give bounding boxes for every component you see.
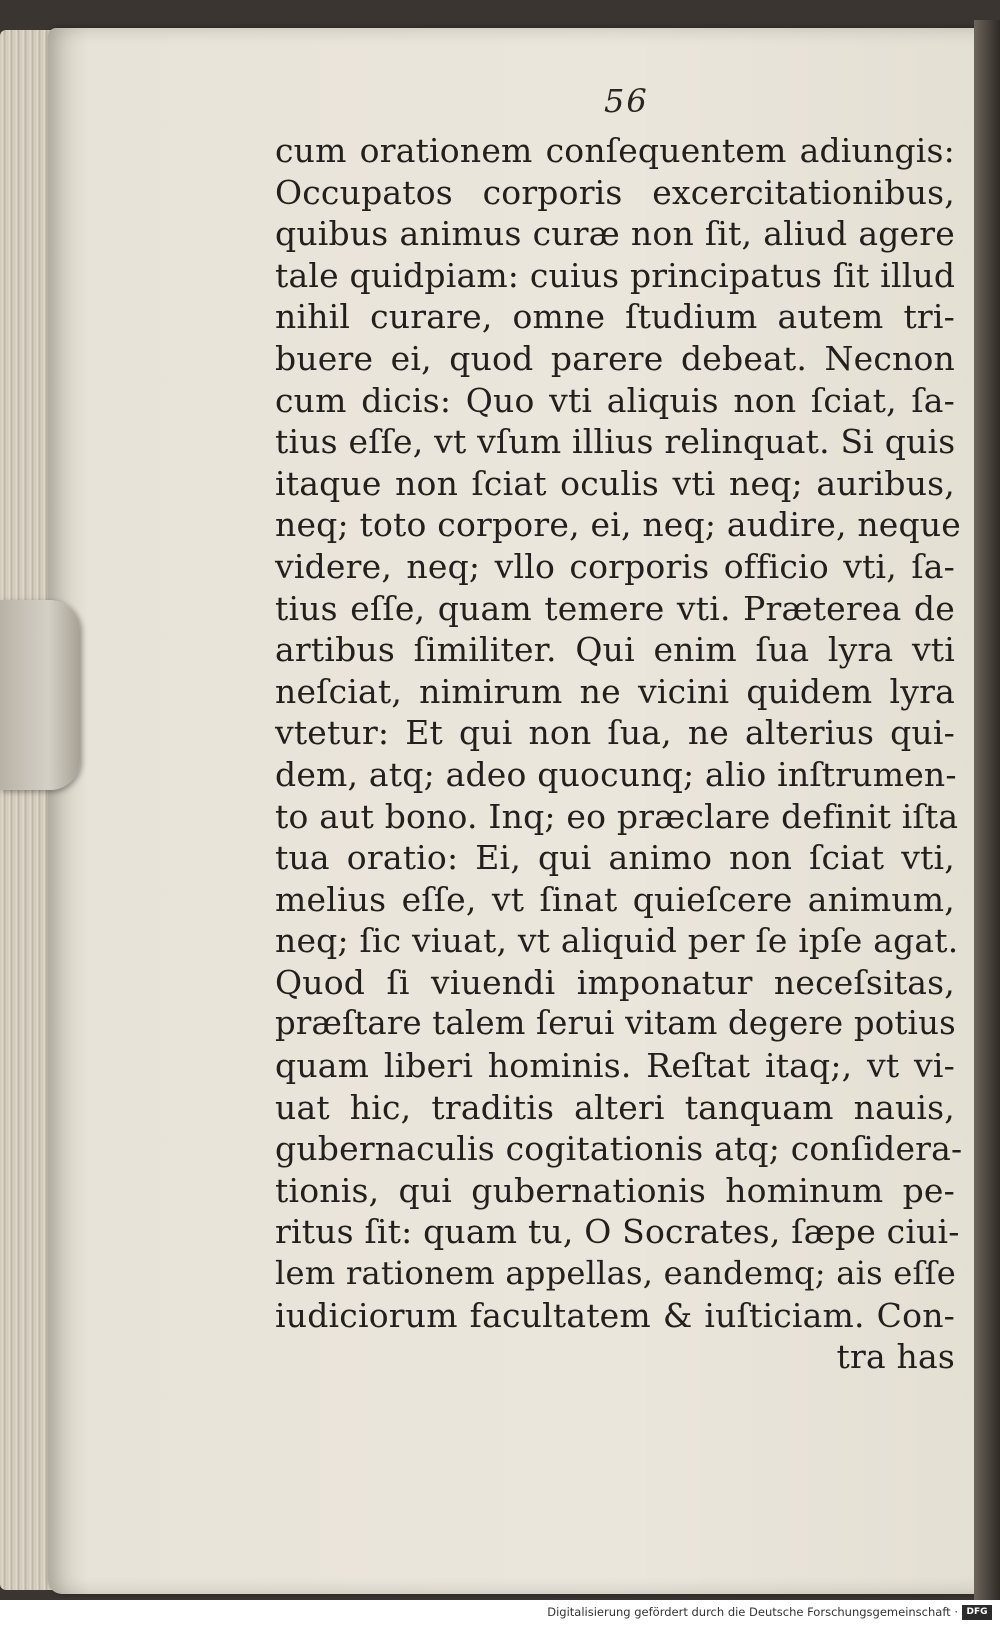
- text-line: Occupatos corporis excercitationibus,: [275, 172, 955, 212]
- text-line: vtetur: Et qui non ſua, ne alterius qui-: [275, 713, 955, 753]
- text-line: cum orationem conſequentem adiungis:: [275, 131, 955, 170]
- body-text: [275, 130, 963, 1378]
- text-line: quibus animus curæ non ſit, aliud agere: [275, 214, 955, 254]
- text-line: itaque non ſciat oculis vti neq; auribus,: [275, 463, 955, 503]
- text-line: gubernaculis cogitationis atq; conſidera-: [275, 1129, 963, 1169]
- footer-credit: Digitalisierung gefördert durch die Deutsche Forschungsgemeinschaft ·: [547, 1605, 958, 1619]
- catchword: tra has: [836, 1337, 955, 1377]
- text-line: melius eſſe, vt ſinat quieſcere animum,: [275, 879, 955, 919]
- book-edge: [974, 20, 1000, 1600]
- text-line: tua oratio: Ei, qui animo non ſciat vti,: [275, 838, 955, 878]
- text-line: lem rationem appellas, eandemq; ais eſſe: [275, 1254, 956, 1293]
- text-line: artibus ſimiliter. Qui enim ſua lyra vti: [275, 630, 955, 670]
- text-line: videre, neq; vllo corporis officio vti, ſa-: [275, 546, 955, 586]
- text-line: neq; ſic viuat, vt aliquid per ſe ipſe agat.: [275, 921, 959, 961]
- text-line: Quod ſi viuendi imponatur neceſsitas,: [275, 962, 955, 1002]
- text-line: ritus ſit: quam tu, O Socrates, ſæpe ciui-: [275, 1212, 960, 1252]
- text-line: uat hic, traditis alteri tanquam nauis,: [275, 1087, 955, 1127]
- text-line: tale quidpiam: cuius principatus ſit illud: [275, 255, 956, 295]
- text-line: to aut bono. Inq; eo præclare definit iſta: [275, 796, 959, 836]
- dfg-logo: DFG: [962, 1605, 992, 1620]
- page-clip: [0, 600, 80, 790]
- text-line: tionis, qui gubernationis hominum pe-: [275, 1170, 955, 1210]
- text-line: tius eſſe, quam temere vti. Præterea de: [275, 588, 955, 628]
- text-line: neq; toto corpore, ei, neq; audire, neque: [275, 505, 962, 545]
- text-line: tius eſſe, vt vſum illius relinquat. Si quis: [275, 422, 956, 462]
- text-line: buere ei, quod parere debeat. Necnon: [275, 338, 955, 378]
- page-number: 56: [604, 82, 649, 120]
- text-line: nihil curare, omne ſtudium autem tri-: [275, 297, 955, 337]
- text-line: iudiciorum facultatem & iuſticiam. Con-: [275, 1295, 955, 1335]
- text-line: quam liberi hominis. Reſtat itaq;, vt vi-: [275, 1046, 955, 1086]
- text-line: neſciat, nimirum ne vicini quidem lyra: [275, 671, 955, 711]
- text-line: dem, atq; adeo quocunq; alio inſtrumen-: [275, 754, 957, 794]
- footer-bar: [0, 1600, 1000, 1626]
- text-line: cum dicis: Quo vti aliquis non ſciat, ſa-: [275, 380, 955, 420]
- text-line: præſtare talem ſerui vitam degere potius: [275, 1004, 956, 1043]
